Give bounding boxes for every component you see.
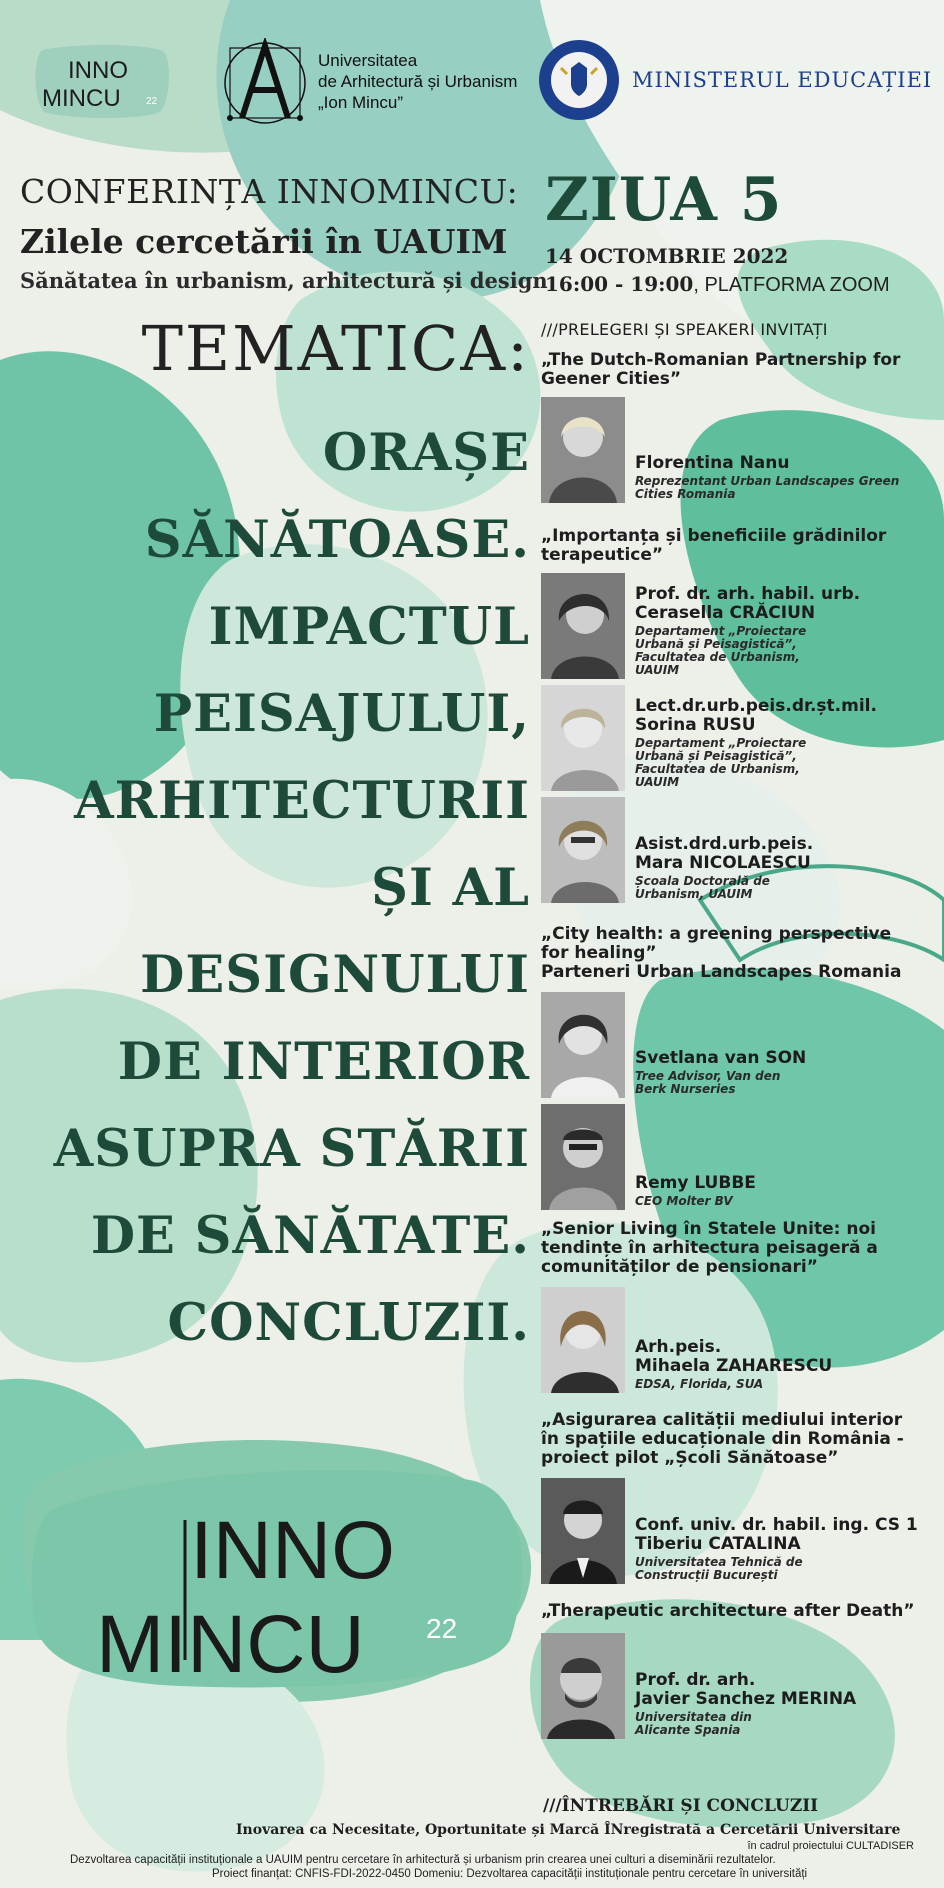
theme-line: PEISAJULUI,: [153, 684, 530, 744]
speaker-name: Prof. dr. arh.: [635, 1670, 756, 1690]
speaker-affiliation: CEO Molter BV: [635, 1194, 733, 1208]
speaker-photo: [541, 1633, 625, 1739]
speaker-affiliation: Departament „Proiectare Urbană și Peisagistică”, Facultatea de Urbanism, UAUIM: [635, 736, 807, 789]
speaker-card: [541, 573, 921, 679]
speaker-card: [541, 397, 921, 503]
theme-line: DE SĂNĂTATE.: [90, 1206, 530, 1266]
speaker-name: Cerasella CRĂCIUN: [635, 603, 816, 623]
speaker-card: [541, 1287, 921, 1393]
speaker-affiliation: Departament „Proiectare Urbană și Peisagistică”, Facultatea de Urbanism, UAUIM: [635, 624, 807, 677]
section-heading: ///PRELEGERI ȘI SPEAKERI INVITAȚI: [541, 320, 828, 339]
ministry-name: MINISTERUL EDUCAȚIEI: [632, 68, 933, 92]
talk-title: „Senior Living în Statele Unite: noi tendințe în arhitectura peisageră a comunităților de pensionari”: [541, 1219, 878, 1277]
speaker-affiliation: Tree Advisor, Van den Berk Nurseries: [635, 1069, 781, 1096]
uni-line-1: Universitatea: [318, 51, 418, 70]
speaker-photo: [541, 573, 625, 679]
theme-line: CONCLUZII.: [167, 1293, 530, 1353]
speaker-card: [541, 1104, 921, 1210]
talk-title: „City health: a greening perspective for healing”: [541, 924, 892, 963]
theme-line: IMPACTUL: [208, 597, 530, 657]
program-column: [541, 320, 921, 1739]
innomincu-small-logo: [32, 42, 172, 120]
svg-text:INNO: INNO: [68, 57, 128, 84]
speaker-name: Prof. dr. arh. habil. urb.: [635, 584, 861, 604]
speaker-name: Sorina RUSU: [635, 715, 756, 735]
theme-line: DESIGNULUI: [140, 945, 530, 1005]
footer-funding: Proiect finanțat: CNFIS-FDI-2022-0450 Domeniu: Dezvoltarea capacității instituționale pentru cercetare în universități: [212, 1868, 808, 1880]
svg-text:MINCU: MINCU: [42, 85, 121, 112]
talk-title: „The Dutch-Romanian Partnership for Geener Cities”: [541, 350, 901, 389]
speaker-affiliation: Școala Doctorală de Urbanism, UAUIM: [635, 874, 770, 901]
conference-title: CONFERINȚA INNOMINCU:: [20, 172, 519, 211]
speaker-photo: [541, 992, 625, 1098]
speaker-name: Remy LUBBE: [635, 1173, 756, 1193]
svg-text:22: 22: [146, 96, 158, 107]
speaker-name: Mihaela ZAHARESCU: [635, 1356, 833, 1376]
uni-line-3: „Ion Mincu”: [318, 93, 404, 112]
speaker-name: Asist.drd.urb.peis.: [635, 834, 814, 854]
speaker-affiliation: EDSA, Florida, SUA: [635, 1377, 764, 1391]
footer-project-line: în cadrul proiectului CULTADISER: [747, 1840, 914, 1852]
speaker-name: Tiberiu CATALINA: [635, 1534, 801, 1554]
speaker-name: Arh.peis.: [635, 1337, 722, 1357]
speaker-name: Conf. univ. dr. habil. ing. CS 1: [635, 1515, 918, 1535]
footer-description: Dezvoltarea capacității instituționale a UAUIM pentru cercetare în arhitectură și urbanism prin crearea unei culturi a diseminării rezultatelor.: [70, 1854, 776, 1866]
uaum-logo-icon: [220, 38, 310, 128]
footer-acronym-line: Inovarea ca Necesitate, Oportunitate și Marcă ÎNregistrată a Cercetării Universitare: [236, 1822, 901, 1838]
conference-subtitle-2: Sănătatea în urbanism, arhitectură și design: [20, 268, 548, 293]
talk-title: „Importanța și beneficiile grădinilor terapeutice”: [541, 526, 887, 565]
speaker-name: Svetlana van SON: [635, 1048, 807, 1068]
speaker-name: Lect.dr.urb.peis.dr.șt.mil.: [635, 696, 877, 716]
speaker-photo: [541, 1478, 625, 1584]
speaker-card: [541, 797, 921, 903]
theme-line: ȘI AL: [371, 858, 530, 918]
innomincu-big-logo: [30, 1460, 530, 1690]
speaker-card: [541, 685, 921, 791]
theme-line: ORAȘE: [322, 423, 530, 483]
speaker-card: [541, 992, 921, 1098]
event-date: 14 OCTOMBRIE 2022: [545, 244, 789, 268]
speaker-photo: [541, 1104, 625, 1210]
day-label: ZIUA 5: [545, 165, 783, 235]
theme-text: [54, 410, 530, 1367]
closing-section-heading: ///ÎNTREBĂRI ȘI CONCLUZII: [543, 1796, 819, 1816]
svg-text:22: 22: [426, 1613, 458, 1644]
theme-line: SĂNĂTOASE.: [144, 510, 530, 570]
talk-title: „Asigurarea calității mediului interior în spațiile educaționale din România - proiect pilot „Școli Sănătoase”: [541, 1410, 904, 1468]
event-time: 16:00 - 19:00, PLATFORMA ZOOM: [545, 272, 890, 296]
theme-line: DE INTERIOR: [117, 1032, 530, 1092]
conference-subtitle: Zilele cercetării în UAUIM: [20, 222, 508, 261]
speaker-affiliation: Universitatea din Alicante Spania: [635, 1710, 752, 1737]
speaker-photo: [541, 1287, 625, 1393]
speaker-affiliation: Universitatea Tehnică de Construcții București: [635, 1555, 803, 1582]
university-name: [318, 50, 517, 113]
speaker-card: [541, 1633, 921, 1739]
speaker-affiliation: Reprezentant Urban Landscapes Green Cities Romania: [635, 474, 900, 501]
uni-line-2: de Arhitectură și Urbanism: [318, 72, 518, 91]
speaker-name: Mara NICOLAESCU: [635, 853, 811, 873]
speaker-photo: [541, 685, 625, 791]
speaker-card: [541, 1478, 921, 1584]
svg-text:MINCU: MINCU: [96, 1599, 365, 1690]
svg-text:INNO: INNO: [190, 1505, 395, 1596]
speaker-name: Javier Sanchez MERINA: [635, 1689, 857, 1709]
talk-title: „Therapeutic architecture after Death”: [541, 1601, 915, 1621]
speaker-photo: [541, 797, 625, 903]
speaker-photo: [541, 397, 625, 503]
theme-line: ASUPRA STĂRII: [53, 1119, 530, 1179]
theme-line: ARHITECTURII: [74, 771, 530, 831]
tematica-heading: TEMATICA:: [141, 312, 530, 385]
talk-partners: Parteneri Urban Landscapes Romania: [541, 962, 902, 982]
speaker-name: Florentina Nanu: [635, 453, 790, 473]
government-seal-icon: [537, 38, 621, 122]
